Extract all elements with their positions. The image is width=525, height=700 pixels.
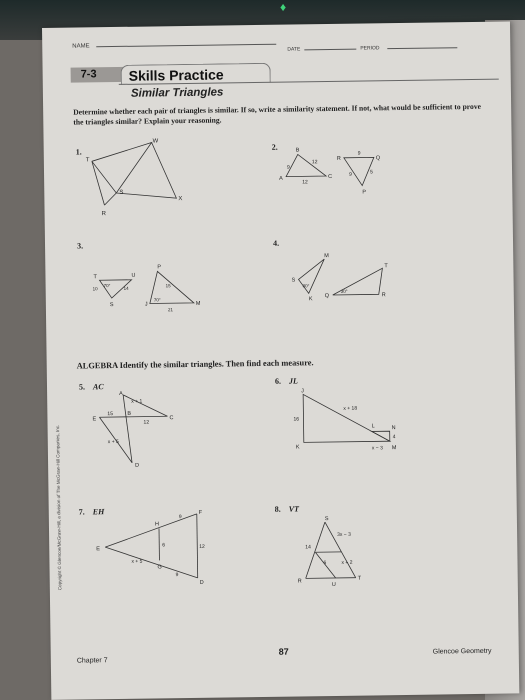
label-b: B [295,147,300,154]
label-s: S [324,516,329,523]
label-9b: 9 [357,150,361,157]
label-14: 14 [305,544,311,551]
problem-measure: VT [288,504,300,514]
worksheet-page [42,21,519,699]
problem-number: 8. [274,504,281,514]
label-t: T [85,157,90,164]
label-4: 4 [392,434,396,441]
problem-number: 1. [75,147,82,157]
label-b: B [127,410,132,417]
page-subtitle: Similar Triangles [130,86,224,100]
label-15: 15 [165,283,171,289]
problem-8-figure [285,513,406,605]
name-line [96,44,276,48]
label-x-plus-18: x + 18 [343,405,358,412]
label-s: S [109,302,114,309]
label-a: A [119,390,123,397]
algebra-heading: ALGEBRA Identify the similar triangles. Then find each measure. [76,358,314,371]
label-15: 15 [107,411,114,418]
label-14: 14 [123,285,129,291]
label-d: D [199,579,204,586]
label-j: J [144,301,148,308]
label-u: U [331,581,336,589]
problem-number: 6. [274,376,282,386]
label-k: K [308,296,313,303]
lesson-number: 7-3 [71,67,127,83]
device-indicator-icon: ♦ [280,0,287,14]
page-number: 87 [278,646,289,657]
date-label: DATE [287,46,301,53]
label-j: J [301,388,304,395]
problem-7-figure [87,506,208,588]
label-21: 21 [167,307,173,313]
label-a: A [279,175,283,182]
label-x-minus-3: x − 3 [371,445,383,452]
problem-number: 2. [271,142,278,152]
copyright-notice: Copyright © Glencoe/McGraw-Hill, a division of The McGraw-Hill Companies, Inc. [55,424,63,591]
label-t: T [93,274,97,281]
label-e: E [96,546,100,553]
label-30: 30° [340,288,348,294]
label-x-plus-5: x + 5 [131,558,143,565]
problem-3-figure [85,240,226,322]
label-80: 80° [302,283,310,289]
label-g: G [157,564,162,571]
label-m: M [391,445,397,452]
label-6: 6 [162,542,166,549]
page-title: Skills Practice [128,66,224,84]
label-x-plus-5: x + 5 [107,438,119,446]
problem-2-figure [276,135,397,212]
problem-number: 5. [78,382,86,392]
label-n: N [391,425,396,432]
problem-measure: JL [288,376,298,386]
label-q: Q [375,155,381,162]
label-m: M [195,300,201,307]
instructions: Determine whether each pair of triangles is similar. If so, write a similarity statement. If not, what would be sufficient to prove the triangles similar? Explain your reasoning. [73,101,482,127]
label-l: L [371,423,375,430]
book-title: Glencoe Geometry [432,647,492,656]
date-line [304,49,356,51]
label-70: 70° [103,283,111,289]
problem-number: 3. [76,241,84,251]
period-label: PERIOD [360,45,380,52]
problem-number: 7. [78,507,85,517]
name-label: NAME [72,43,90,50]
label-c: C [169,415,174,422]
label-s: S [291,277,296,284]
label-d: D [135,462,140,469]
label-12: 12 [199,543,205,550]
label-m: M [324,253,329,260]
label-f: F [198,509,203,516]
label-q: Q [324,293,330,300]
label-u: U [131,272,136,279]
problem-measure: AC [92,382,104,392]
period-line [387,47,457,49]
label-70b: 70° [153,297,161,303]
label-w: W [152,138,159,145]
problem-6-figure [283,383,414,465]
problem-5-figure [87,388,208,470]
label-p: P [157,264,162,271]
label-6: 6 [323,560,327,567]
label-9: 9 [286,164,290,171]
label-x: X [178,196,183,203]
label-e: E [92,416,97,423]
label-9b: 9 [175,572,179,579]
label-r: R [297,578,302,585]
label-t: T [357,575,362,582]
label-5: 5 [370,169,373,176]
label-16: 16 [293,416,300,423]
problem-1-figure [84,138,195,225]
label-r: R [336,155,341,162]
problem-number: 4. [272,238,280,248]
label-h: H [154,521,159,528]
label-12b: 12 [302,179,308,186]
label-c: C [328,173,333,181]
label-s: S [119,189,124,196]
label-p: P [362,189,367,196]
label-9: 9 [178,514,182,521]
label-x-plus-2: x + 2 [341,559,353,566]
label-x-plus-1: x + 1 [131,398,143,405]
label-t: T [384,263,388,270]
label-k: K [295,444,300,451]
label-10: 10 [92,286,98,292]
label-3x-minus-3: 3x − 3 [337,531,351,538]
label-9c: 9 [349,171,352,178]
label-r: R [381,292,386,299]
chapter-label: Chapter 7 [76,657,108,665]
problem-4-figure [280,238,411,320]
problem-measure: EH [92,507,105,517]
label-12: 12 [311,159,318,166]
label-r: R [101,211,106,218]
label-12: 12 [143,419,150,426]
